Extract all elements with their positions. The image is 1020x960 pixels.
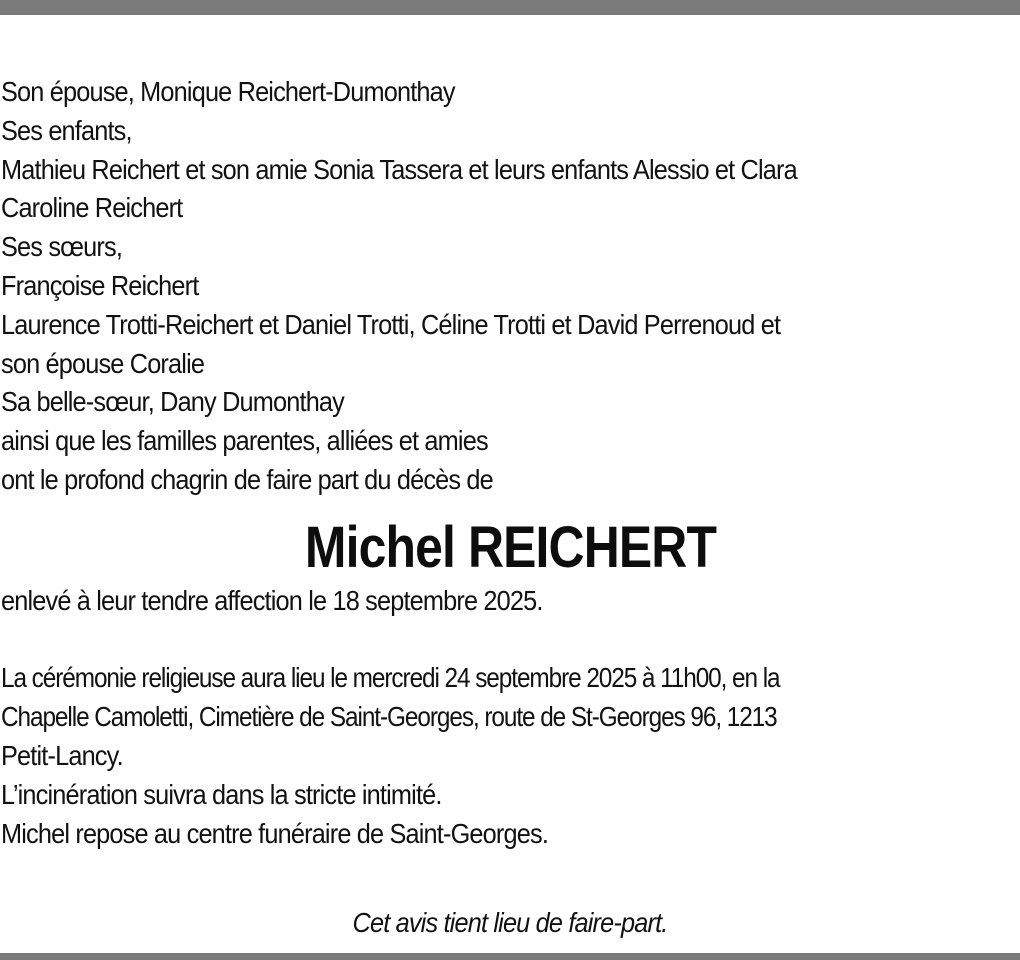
ceremony-line: La cérémonie religieuse aura lieu le mercredi 24 septembre 2025 à 11h00, en la [1, 662, 780, 694]
ceremony-line: Michel repose au centre funéraire de Saint-Georges. [1, 817, 549, 849]
ceremony-line: Petit-Lancy. [1, 739, 123, 771]
death-notice [1, 73, 1020, 853]
ceremony-line: Chapelle Camoletti, Cimetière de Saint-Georges, route de St-Georges 96, 1213 [1, 701, 777, 733]
mourner-line: Sa belle-sœur, Dany Dumonthay [1, 386, 345, 418]
mourner-line: Ses enfants, [1, 114, 132, 146]
death-line: enlevé à leur tendre affection le 18 septembre 2025. [1, 584, 543, 616]
mourner-line: Françoise Reichert [1, 269, 199, 301]
mourner-line: ainsi que les familles parentes, alliées et amies [1, 425, 488, 457]
footer-note: Cet avis tient lieu de faire-part. [352, 907, 668, 938]
mourner-line: ont le profond chagrin de faire part du décès de [1, 463, 493, 495]
ceremony-line: L’incinération suivra dans la stricte intimité. [1, 778, 442, 810]
mourner-line: Ses sœurs, [1, 231, 123, 263]
mourner-line: Laurence Trotti-Reichert et Daniel Trotti, Céline Trotti et David Perrenoud et [1, 308, 781, 340]
top-rule [0, 0, 1020, 15]
paragraph-gap [1, 621, 1020, 660]
mourner-line: Mathieu Reichert et son amie Sonia Tassera et leurs enfants Alessio et Clara [1, 153, 797, 185]
bottom-rule [0, 953, 1020, 960]
mourner-line: Caroline Reichert [1, 192, 183, 224]
mourner-line: son épouse Coralie [1, 347, 205, 379]
mourner-line: Son épouse, Monique Reichert-Dumonthay [1, 76, 455, 107]
deceased-name: Michel REICHERT [304, 514, 717, 580]
